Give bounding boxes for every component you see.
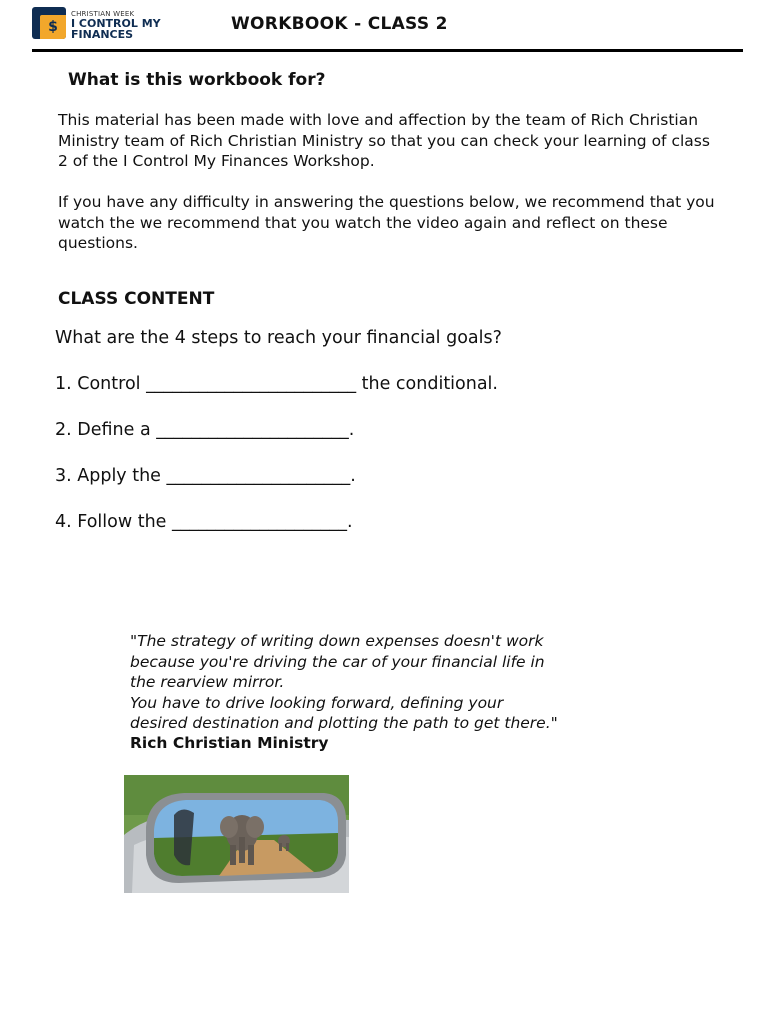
step-2: 2. Define a ______________________.: [55, 420, 355, 440]
quote-line: You have to drive looking forward, defining your: [130, 693, 504, 712]
intro-paragraph-1: This material has been made with love and affection by the team of Rich Christian Ministry team of Rich Christian Ministry so that you can check your learning of class 2 of the I Control My Finances Workshop.: [58, 111, 710, 170]
step-1: 1. Control ________________________ the conditional.: [55, 374, 498, 394]
header-divider: [32, 49, 743, 52]
logo-line1: CHRISTIAN WEEK: [71, 10, 135, 18]
class-content-heading: CLASS CONTENT: [58, 289, 215, 309]
page-title: WORKBOOK - CLASS 2: [231, 14, 448, 34]
intro-heading: What is this workbook for?: [68, 70, 326, 90]
quote-line: the rearview mirror.: [130, 673, 285, 691]
dollar-icon: $: [32, 7, 66, 39]
step-3: 3. Apply the _____________________.: [55, 466, 356, 486]
quote-line: "The strategy of writing down expenses doesn't work: [130, 632, 544, 650]
quote-line: desired destination and plotting the path to get there.": [130, 714, 558, 732]
quote-block: [130, 631, 690, 734]
page-header: [0, 0, 768, 52]
step-4: 4. Follow the ____________________.: [55, 512, 353, 532]
logo: [32, 7, 182, 41]
quote-line: because you're driving the car of your financial life in: [130, 652, 545, 671]
quote-author: Rich Christian Ministry: [130, 734, 329, 752]
logo-line3: FINANCES: [71, 28, 134, 41]
logo-text: [71, 11, 161, 40]
steps-question: What are the 4 steps to reach your financial goals?: [55, 328, 502, 348]
side-mirror-elephant-photo: [124, 775, 349, 893]
logo-line2: I CONTROL MY: [71, 17, 161, 30]
intro-paragraph-2: If you have any difficulty in answering the questions below, we recommend that you watch the we recommend that you watch the video again and reflect on these questions.: [58, 193, 715, 252]
